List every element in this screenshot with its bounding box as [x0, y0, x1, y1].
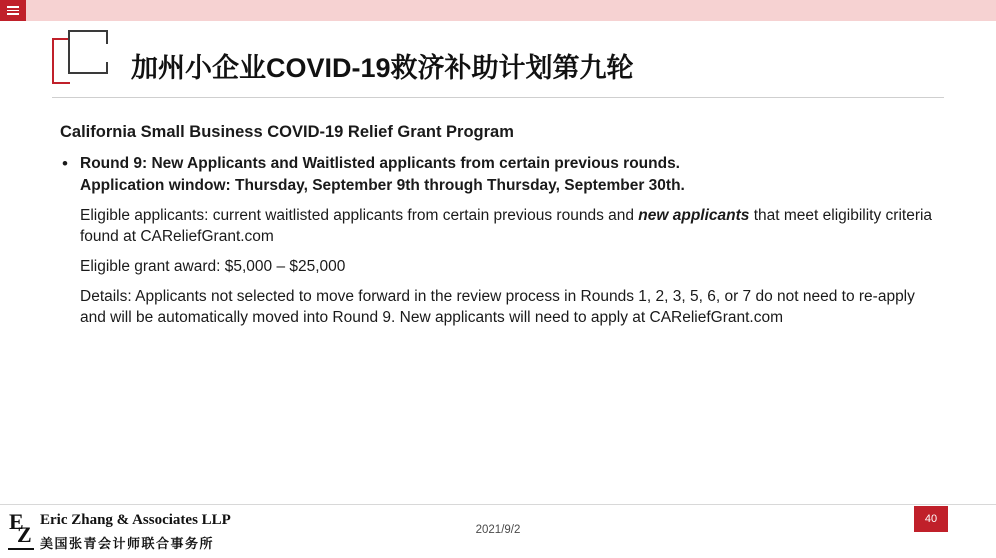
bullet-item	[62, 153, 942, 197]
hamburger-menu-icon[interactable]	[0, 0, 26, 21]
monogram-letter-z: Z	[17, 522, 32, 547]
logo-cut-bottom	[70, 74, 96, 86]
section-subtitle: California Small Business COVID-19 Relief Grant Program	[60, 123, 514, 141]
top-bar	[0, 0, 996, 21]
monogram-letter-e: E	[9, 509, 24, 534]
bullet-text	[80, 153, 685, 197]
bullet-marker: •	[62, 154, 68, 173]
paragraph-grant-award: Eligible grant award: $5,000 – $25,000	[80, 258, 346, 275]
menu-line	[7, 13, 19, 15]
menu-line	[7, 10, 19, 12]
paragraph-eligible-applicants	[80, 205, 942, 247]
eligible-text-pre: Eligible applicants: current waitlisted applicants from certain previous rounds and	[80, 207, 639, 224]
eligible-text-post: that meet eligibility criteria found at CAReliefGrant.com	[80, 207, 933, 245]
firm-name-cn: 美国张青会计师联合事务所	[40, 536, 215, 551]
logo-cut-top	[78, 44, 112, 62]
paragraph-details: Details: Applicants not selected to move forward in the review process in Rounds 1, 2, 3, 5, 6, or 7 do not need to re-apply and will be automatically moved into Round 9. New applicants will need to apply at CAReliefGrant.com	[80, 288, 915, 326]
page-title: 加州小企业COVID-19救济补助计划第九轮	[131, 53, 634, 83]
bracket-logo-icon	[52, 30, 110, 88]
header-divider	[52, 97, 944, 98]
eligible-text-emphasis: new applicants	[638, 207, 750, 224]
firm-name-en: Eric Zhang & Associates LLP	[40, 512, 231, 528]
bullet-line-2: Application window: Thursday, September 9th through Thursday, September 30th.	[80, 177, 685, 194]
menu-line	[7, 6, 19, 8]
monogram-underline	[8, 548, 34, 550]
footer-date: 2021/9/2	[475, 524, 521, 536]
footer-divider	[0, 504, 996, 505]
page-number-badge: 40	[914, 506, 948, 532]
bullet-line-1: Round 9: New Applicants and Waitlisted applicants from certain previous rounds.	[80, 155, 680, 172]
